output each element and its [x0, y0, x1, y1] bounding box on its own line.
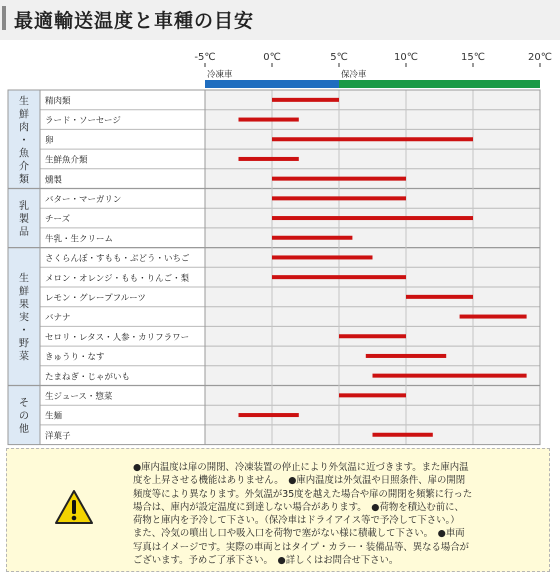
item-label: 洋菓子 — [45, 431, 71, 442]
notice-line: 写真はイメージです。実際の車両とはタイプ・カラー・装備品等、異なる場合が — [133, 541, 470, 553]
page-title: 最適輸送温度と車種の目安 — [14, 10, 255, 32]
range-bar — [366, 354, 446, 358]
group-label-char: 他 — [19, 424, 29, 436]
vehicle-type-band — [339, 80, 540, 88]
item-label: 燻製 — [45, 175, 63, 186]
group-label-char: 生 — [19, 273, 29, 285]
range-bar — [460, 315, 527, 319]
item-label: 生鮮魚介類 — [45, 155, 88, 166]
item-label: ラード・ソーセージ — [45, 116, 121, 127]
group-label-char: そ — [19, 398, 29, 410]
range-bar — [272, 137, 473, 141]
range-bar — [272, 196, 406, 200]
x-tick-label: -5℃ — [194, 52, 216, 63]
notice-line: また、冷気の噴出し口や吸入口を荷物で塞がない様に積載して下さい。 ●車両 — [133, 528, 465, 540]
notice-line: ございます。予めご了承下さい。 ●詳しくはお問合せ下さい。 — [133, 555, 399, 567]
item-label: きゅうり・なす — [45, 352, 105, 363]
item-label: 生麺 — [45, 411, 63, 422]
group-label-char: ・ — [19, 325, 29, 337]
x-tick-label: 10℃ — [394, 52, 418, 63]
range-bar — [272, 236, 352, 240]
group-label-char: 果 — [19, 299, 29, 311]
range-bar — [272, 177, 406, 181]
range-bar — [239, 157, 299, 161]
range-bar — [272, 275, 406, 279]
group-label-char: 介 — [19, 161, 29, 173]
item-label: 卵 — [45, 135, 54, 146]
group-label-char: 肉 — [19, 122, 29, 134]
group-label-char: 類 — [19, 174, 29, 186]
range-bar — [339, 334, 406, 338]
notice-line: 頻度等により異なります。外気温が35度を越えた場合や扉の開閉を頻繁に行った — [133, 488, 473, 500]
item-label: たまねぎ・じゃがいも — [45, 372, 131, 383]
group-label-char: 生 — [19, 96, 29, 108]
range-bar — [272, 98, 339, 102]
notice-text — [133, 461, 541, 567]
range-bar — [406, 295, 473, 299]
range-bar — [373, 433, 433, 437]
item-label: 生ジュース・惣菜 — [45, 392, 113, 402]
range-bar — [239, 118, 299, 122]
range-bar — [373, 374, 527, 378]
group-label-char: 製 — [19, 214, 29, 226]
notice-line: 度を上昇させる機能はありません。 ●庫内温度は外気温や日照条件、扉の開閉 — [133, 475, 466, 487]
range-bar — [272, 216, 473, 220]
item-label: バター・マーガリン — [45, 195, 122, 205]
range-bar — [339, 393, 406, 397]
item-label: 牛乳・生クリーム — [45, 234, 114, 245]
item-label: チーズ — [45, 214, 71, 225]
notice-line: ●庫内温度は扉の開閉、冷凍装置の停止により外気温に近づきます。また庫内温 — [133, 462, 469, 473]
item-label: レモン・グレープフルーツ — [45, 293, 146, 304]
vehicle-type-label: 保冷車 — [341, 70, 367, 80]
group-label-char: の — [19, 411, 29, 423]
range-bar — [239, 413, 299, 417]
group-label-char: 品 — [19, 227, 29, 239]
item-label: 精肉類 — [45, 96, 71, 107]
vehicle-type-band — [205, 80, 339, 88]
item-label: セロリ・レタス・人参・カリフラワー — [45, 332, 190, 343]
notice-line: 荷物と庫内を予冷して下さい。（保冷車はドライアイス等で予冷して下さい。） — [133, 515, 460, 527]
group-label-char: 鮮 — [19, 286, 29, 298]
group-label-char: 実 — [19, 312, 29, 324]
group-label-char: 鮮 — [19, 109, 29, 121]
item-label: メロン・オレンジ・もも・りんご・梨 — [45, 273, 190, 284]
group-label-char: 野 — [19, 338, 29, 350]
range-bar — [272, 255, 373, 259]
group-label-char: 乳 — [19, 201, 29, 213]
warning-icon — [54, 489, 94, 525]
notice-box — [6, 448, 550, 572]
item-label: バナナ — [45, 313, 71, 324]
x-tick-label: 5℃ — [330, 52, 348, 63]
x-tick-label: 20℃ — [528, 52, 552, 63]
x-tick-label: 15℃ — [461, 52, 485, 63]
notice-line: 場合は、庫内が設定温度に到達しない場合があります。 ●荷物を積込む前に、 — [133, 501, 464, 513]
vehicle-type-label: 冷凍車 — [207, 70, 233, 80]
group-label-char: 魚 — [19, 148, 29, 160]
item-label: さくらんぼ・すもも・ぶどう・いちご — [45, 254, 190, 265]
group-label-char: 菜 — [19, 351, 29, 363]
x-tick-label: 0℃ — [263, 52, 281, 63]
group-label-char: ・ — [19, 135, 29, 147]
